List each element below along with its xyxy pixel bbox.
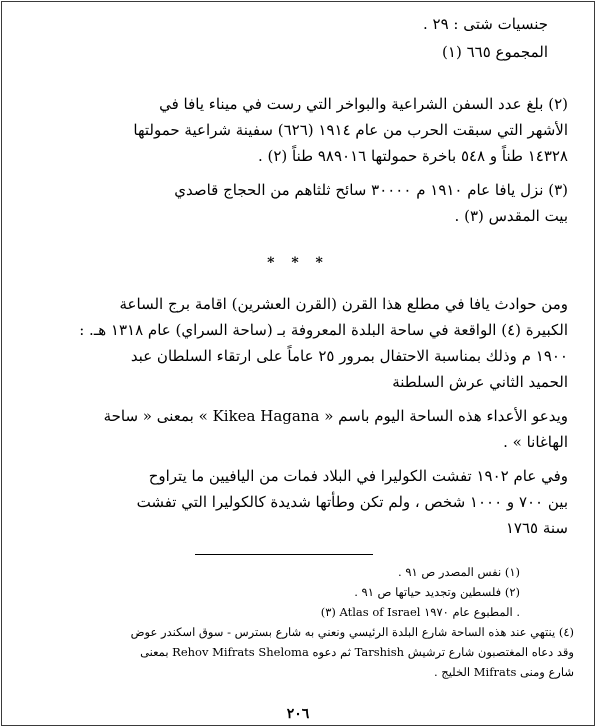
paragraph-5-line-1: ويدعو الأعداء هذه الساحة اليوم باسم « Kikea Hagana » بمعنى « ساحة [103, 407, 568, 425]
footnote-1: (١) نفس المصدر ص ٩١ . [398, 565, 520, 579]
footnote-2: (٢) فلسطين وتجديد حياتها ص ٩١ . [354, 585, 520, 599]
section-separator: * * * [267, 255, 329, 271]
paragraph-2-line-2: الأشهر التي سبقت الحرب من عام ١٩١٤ (٦٢٦) سفينة شراعية حمولتها [133, 121, 568, 139]
paragraph-3-line-1: (٣) نزل يافا عام ١٩١٠ م ٣٠٠٠٠ سائح ثلثاهم من الحجاج قاصدي [174, 181, 568, 199]
footnote-4-line-1: (٤) ينتهي عند هذه الساحة شارع البلدة الرئيسي ونعني به شارع بسترس - سوق اسكندر عوض [130, 625, 574, 639]
paragraph-6-line-3: سنة ١٧٦٥ [505, 519, 568, 537]
text-line-total: المجموع ٦٦٥ (١) [442, 43, 548, 61]
paragraph-4-line-4: الحميد الثاني عرش السلطنة [392, 373, 568, 391]
paragraph-4-line-2: الكبيرة (٤) الواقعة في ساحة البلدة المعروفة بـ (ساحة السراي) عام ١٣١٨ هـ. : [79, 321, 568, 339]
paragraph-6-line-2: بين ٧٠٠ و ١٠٠٠ شخص ، ولم تكن وطأتها شديدة كالكوليرا التي تفشت [136, 493, 568, 511]
paragraph-4-line-1: ومن حوادث يافا في مطلع هذا القرن (القرن العشرين) اقامة برج الساعة [119, 295, 568, 313]
text-line-nationalities: جنسيات شتى : ٢٩ . [422, 15, 548, 33]
paragraph-5-line-2: الهاغانا » . [503, 433, 568, 451]
footnote-3: (٣) Atlas of Israel المطبوع عام ١٩٧٠ . [320, 605, 520, 619]
footnote-separator [195, 554, 373, 555]
paragraph-3-line-2: بيت المقدس (٣) . [454, 207, 568, 225]
page-number: ٢٠٦ [286, 706, 310, 722]
paragraph-4-line-3: ١٩٠٠ م وذلك بمناسبة الاحتفال بمرور ٢٥ عاماً على ارتقاء السلطان عبد [130, 347, 568, 365]
paragraph-2-line-3: ١٤٣٢٨ طناً و ٥٤٨ باخرة حمولتها ٩٨٩٠١٦ طناً (٢) . [257, 147, 568, 165]
paragraph-6-line-1: وفي عام ١٩٠٢ تفشت الكوليرا في البلاد فمات من اليافيين ما يتراوح [148, 467, 568, 485]
footnote-4-line-3: شارع ومنى Mifrats الخليج . [433, 665, 574, 679]
paragraph-2-line-1: (٢) بلغ عدد السفن الشراعية والبواخر التي رست في ميناء يافا في [159, 95, 568, 113]
footnote-4-line-2: وقد دعاه المغتصبون شارع ترشيش Tarshish ثم دعوه Rehov Mifrats Sheloma بمعنى [140, 645, 574, 659]
